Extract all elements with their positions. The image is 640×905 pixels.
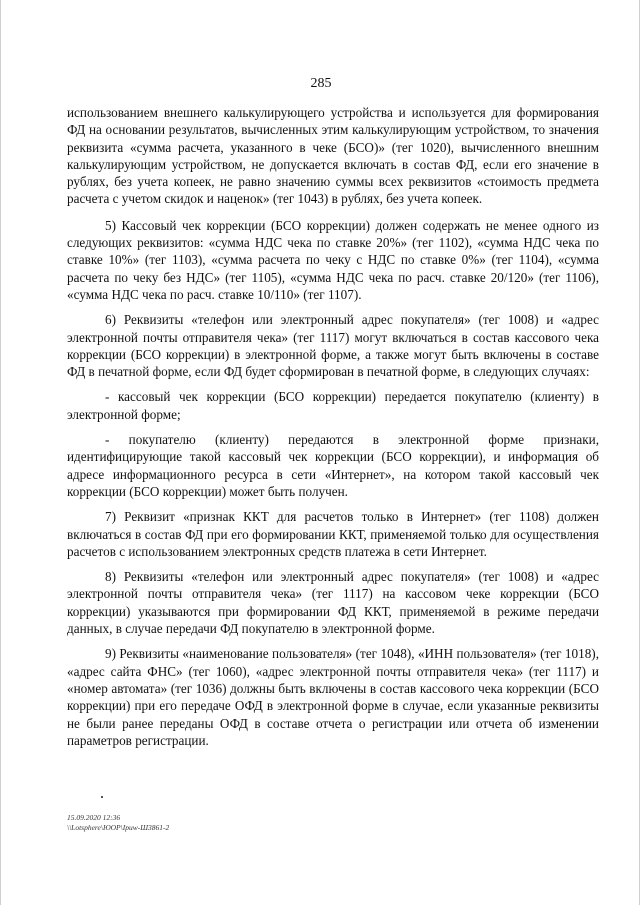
paragraph-item-5: 5) Кассовый чек коррекции (БСО коррекции) должен содержать не менее одного из следующих реквизитов: «сумма НДС чека по ставке 20%» (тег 1102), «сумма НДС чека по ставке 10%» (тег 1103), «сумма расчета по чеку с НДС по ставке 0%» (тег 1104), «сумма расчета по чеку без НДС» (тег 1105), «сумма НДС чека по расч. ставке 20/120» (тег 1106), «сумма НДС чека по расч. ставке 10/110» (тег 1107). [67,217,599,302]
footer-date: 15.09.2020 12:36 [67,813,121,822]
footer-doc-path: \\Lotsphere\ЮОР\Ipuw-Ш3861-2 [67,823,170,832]
paragraph-bullet-2: - покупателю (клиенту) передаются в электронной форме признаки, идентифицирующие такой кассовый чек коррекции (БСО коррекции), и информация об адресе информационного ресурса в сети «Интернет», на котором такой кассовый чек коррекции (БСО коррекции) может быть получен. [67,432,599,499]
paragraph-item-9: 9) Реквизиты «наименование пользователя» (тег 1048), «ИНН пользователя» (тег 1018), «адрес сайта ФНС» (тег 1060), «адрес электронной почты отправителя чека» (тег 1117) и «номер автомата» (тег 1036) должны быть включены в состав кассового чека коррекции (БСО коррекции) при его передаче ОФД в электронной форме в случае, если указанные реквизиты не были ранее переданы ОФД в составе отчета о регистрации или отчета об изменении параметров регистрации. [67,646,599,748]
page-number: 285 [310,76,332,91]
paragraph-item-6: 6) Реквизиты «телефон или электронный адрес покупателя» (тег 1008) и «адрес электронной почты отправителя чека» (тег 1117) могут включаться в состав кассового чека коррекции (БСО коррекции) в электронной форме, а также могут быть включены в составе ФД в печатной форме, если ФД будет сформирован в печатной форме, в следующих случаях: [67,312,599,380]
paragraph-item-8: 8) Реквизиты «телефон или электронный адрес покупателя» (тег 1008) и «адрес электронной почты отправителя чека» (тег 1117) на кассовом чеке коррекции (БСО коррекции) указываются при формировании ФД ККТ, применяемой в режиме передачи данных, в случае передачи ФД покупателю в электронной форме. [67,569,599,637]
paragraph-item-7: 7) Реквизит «признак ККТ для расчетов только в Интернет» (тег 1108) должен включаться в состав ФД при его формировании ККТ, применяемой только для осуществления расчетов с использованием электронных средств платежа в сети Интернет. [67,509,599,559]
paragraph-continuation: использованием внешнего калькулирующего устройства и используется для формирования ФД на основании результатов, вычисленных этим калькулирующим устройством, то значения реквизита «сумма расчета, указанного в чеке (БСО)» (тег 1020), вычисленного внешним калькулирующим устройством, не допускается включать в состав ФД, если его значение в рублях, без учета копеек, не равно значению суммы всех реквизитов «стоимость предмета расчета с учетом скидок и наценок» (тег 1043) в рублях, без учета копеек. [67,105,599,207]
paragraph-bullet-1: - кассовый чек коррекции (БСО коррекции) передается покупателю (клиенту) в электронной форме; [67,389,599,422]
document-body [67,104,599,757]
document-footer [67,813,169,833]
scan-speck [101,796,103,798]
